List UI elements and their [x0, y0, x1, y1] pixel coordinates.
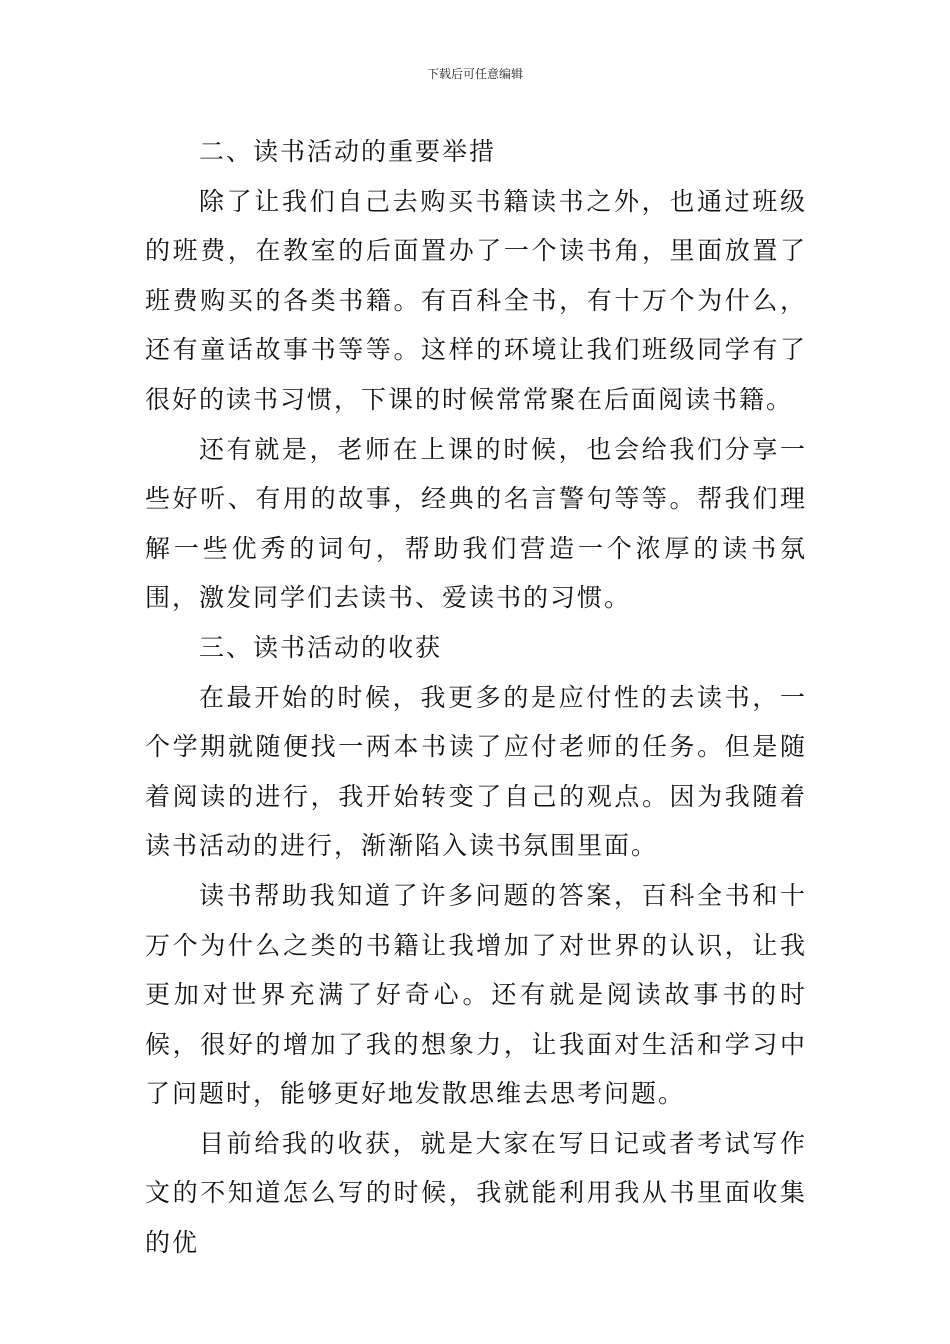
page-header: 下载后可任意编辑 [426, 67, 523, 81]
section-heading-gains: 三、读书活动的收获 [199, 632, 443, 662]
paragraph-initial-attitude: 在最开始的时候，我更多的是应付性的去读书，一个学期就随便找一两本书读了应付老师的任务。但是随着阅读的进行，我开始转变了自己的观点。因为我随着读书活动的进行，渐渐陷入读书氛围里面。 [145, 682, 807, 861]
section-heading-measures: 二、读书活动的重要举措 [199, 137, 497, 166]
paragraph-knowledge-gain: 读书帮助我知道了许多问题的答案，百科全书和十万个为什么之类的书籍让我增加了对世界的认识，让我更加对世界充满了好奇心。还有就是阅读故事书的时候，很好的增加了我的想象力，让我面对生活和学习中了问题时，能够更好地发散思维去思考问题。 [145, 880, 807, 1109]
paragraph-writing-gain: 目前给我的收获，就是大家在写日记或者考试写作文的不知道怎么写的时候，我就能利用我从书里面收集的优 [145, 1128, 807, 1258]
paragraph-teacher-stories: 还有就是，老师在上课的时候，也会给我们分享一些好听、有用的故事，经典的名言警句等等。帮我们理解一些优秀的词句，帮助我们营造一个浓厚的读书氛围，激发同学们去读书、爱读书的习惯。 [145, 434, 807, 613]
paragraph-reading-corner: 除了让我们自己去购买书籍读书之外，也通过班级的班费，在教室的后面置办了一个读书角，里面放置了班费购买的各类书籍。有百科全书，有十万个为什么，还有童话故事书等等。这样的环境让我们班级同学有了很好的读书习惯，下课的时候常常聚在后面阅读书籍。 [145, 186, 807, 414]
document-body [145, 127, 807, 1268]
